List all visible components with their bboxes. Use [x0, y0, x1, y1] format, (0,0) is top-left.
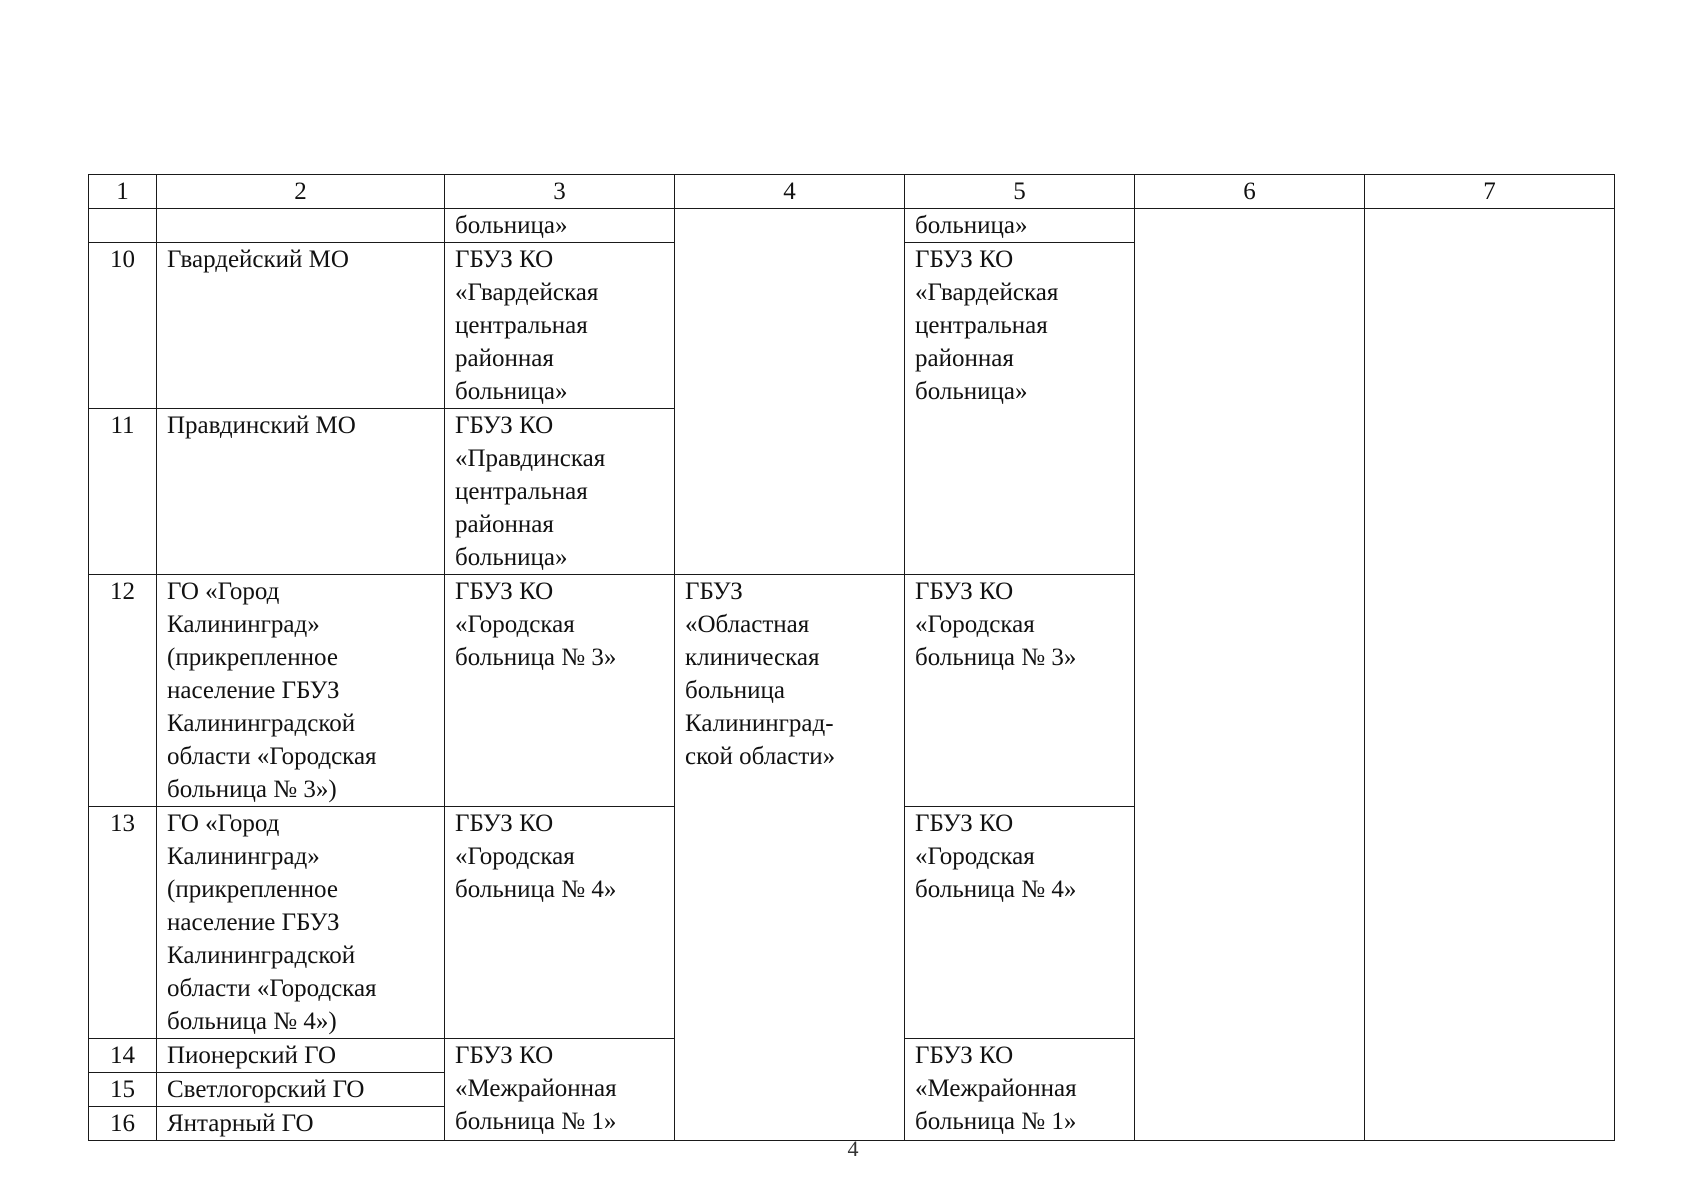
hospital-cell: ГБУЗ КО «Гвардейская центральная районная больница» [445, 243, 675, 409]
row-number-cell: 16 [89, 1107, 157, 1141]
col4-empty-cell [675, 209, 905, 575]
col6-empty-cell [1135, 209, 1365, 1141]
hospital-cell: ГБУЗ КО «Межрайонная больница № 1» [445, 1039, 675, 1141]
row-number-cell: 10 [89, 243, 157, 409]
header-col-2: 2 [157, 175, 445, 209]
table-row-continuation [89, 209, 1615, 243]
col5-cell: больница» [905, 209, 1135, 243]
header-col-5: 5 [905, 175, 1135, 209]
header-col-6: 6 [1135, 175, 1365, 209]
municipality-cell: Пионерский ГО [157, 1039, 445, 1073]
col5-cell: ГБУЗ КО «Гвардейская центральная районная больница» [905, 243, 1135, 575]
row-number-cell [89, 209, 157, 243]
municipality-cell: Гвардейский МО [157, 243, 445, 409]
row-number-cell: 14 [89, 1039, 157, 1073]
hospital-cell: ГБУЗ КО «Городская больница № 3» [445, 575, 675, 807]
header-col-1: 1 [89, 175, 157, 209]
municipality-cell: ГО «Город Калининград» (прикрепленное население ГБУЗ Калининградской области «Городская больница № 3») [157, 575, 445, 807]
regional-hospital-cell: ГБУЗ «Областная клиническая больница Калининград- ской области» [675, 575, 905, 1141]
header-col-4: 4 [675, 175, 905, 209]
municipality-cell [157, 209, 445, 243]
column-number-header-row [89, 175, 1615, 209]
header-col-3: 3 [445, 175, 675, 209]
municipality-cell: Янтарный ГО [157, 1107, 445, 1141]
page-number: 4 [847, 1136, 859, 1161]
municipality-cell: ГО «Город Калининград» (прикрепленное население ГБУЗ Калининградской области «Городская больница № 4») [157, 807, 445, 1039]
col7-empty-cell [1365, 209, 1615, 1141]
header-col-7: 7 [1365, 175, 1615, 209]
row-number-cell: 13 [89, 807, 157, 1039]
hospital-cell: ГБУЗ КО «Городская больница № 4» [445, 807, 675, 1039]
row-number-cell: 15 [89, 1073, 157, 1107]
col5-cell: ГБУЗ КО «Городская больница № 3» [905, 575, 1135, 807]
col5-cell: ГБУЗ КО «Межрайонная больница № 1» [905, 1039, 1135, 1141]
hospital-routing-table [88, 174, 1615, 1141]
municipality-cell: Правдинский МО [157, 409, 445, 575]
municipality-cell: Светлогорский ГО [157, 1073, 445, 1107]
col5-cell: ГБУЗ КО «Городская больница № 4» [905, 807, 1135, 1039]
hospital-cell: ГБУЗ КО «Правдинская центральная районная больница» [445, 409, 675, 575]
row-number-cell: 12 [89, 575, 157, 807]
row-number-cell: 11 [89, 409, 157, 575]
hospital-cell: больница» [445, 209, 675, 243]
